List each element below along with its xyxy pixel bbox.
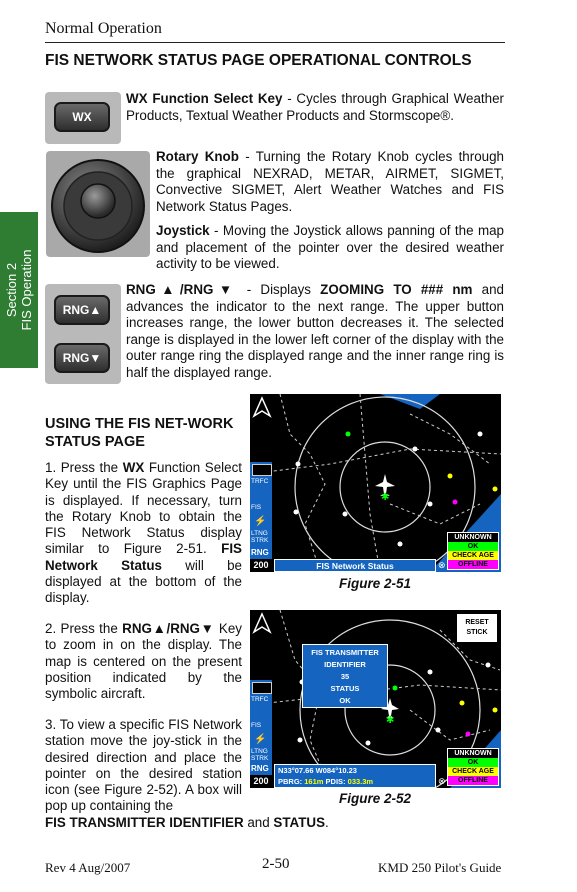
legend-check-age: CHECK AGE (448, 551, 498, 560)
footer-page-number: 2-50 (262, 856, 290, 872)
step-3-a: 3. To view a specific FIS Network station move the joy-stick in the desired direction and place the pointer on the desired station icon (see Figure 2-52). A box will pop up containing the (45, 717, 242, 814)
wx-key-image (45, 92, 121, 144)
fis-status-screen-2 (250, 610, 501, 788)
side-tab-line-2: FIS Operation (19, 249, 34, 331)
rng-label: RNG (251, 548, 269, 557)
rotary-knob-text: - Turning the Rotary Knob cycles through the graphical NEXRAD, METAR, AIRMET, SIGMET, Convective SIGMET, Alert Weather Watches and FIS Network Status Pages. (156, 149, 504, 214)
reset-label: RESET (465, 619, 489, 626)
range-value: 200 (250, 559, 272, 572)
joystick-text: - Moving the Joystick allows panning of the map and placement of the pointer over the desired weather activity to be viewed. (156, 223, 504, 271)
page-header-title: Normal Operation (45, 20, 162, 37)
fis-transmitter-popup (302, 644, 388, 708)
popup-title: FIS TRANSMITTER (311, 648, 379, 657)
step-2-b: RNG▲/RNG▼ (122, 621, 215, 636)
joystick-indicator-icon: ⊗ (438, 560, 446, 570)
rng-label-2: RNG (251, 764, 269, 773)
rng-text-2: and advances the indicator to the next range. The upper button increases range, the lower button decreases it. The selected range is displayed in the lower left corner of the display with the outer range ring the displayed range and the inner range ring is half the displayed range. (126, 282, 504, 380)
trfc-label: TRFC (251, 478, 269, 485)
step-3-b: FIS TRANSMITTER IDENTIFIER (45, 815, 244, 830)
step-1-e: will be displayed at the bottom of the display. (45, 557, 242, 606)
pbrg-value: 161m (304, 777, 324, 786)
legend-check-age-2: CHECK AGE (448, 767, 498, 776)
ltng-label-2: LTNG (251, 748, 268, 755)
pdis-label: PDIS: (325, 777, 346, 786)
pbrg-label: PBRG: (278, 777, 303, 786)
lightning-icon: ⚡ (254, 516, 267, 527)
step-3-e: . (325, 815, 329, 830)
section-heading: FIS NETWORK STATUS PAGE OPERATIONAL CONTROLS (45, 52, 472, 69)
joystick-indicator-icon-2: ⊗ (438, 776, 446, 786)
rng-down-key: RNG▼ (54, 343, 110, 373)
step-1-d: FIS Network Status (45, 541, 242, 573)
rotary-knob-title: Rotary Knob (156, 149, 239, 164)
fis-label: FIS (251, 504, 262, 511)
popup-identifier-label: IDENTIFIER (324, 660, 366, 669)
figure-2-52-caption: Figure 2-52 (339, 791, 412, 806)
wx-key-description (126, 91, 504, 124)
side-tab-line-1: Section 2 (4, 262, 19, 318)
step-1-c: Function Select Key until the FIS Graphics Page is displayed. If necessary, turn the Rotary Knob to obtain the FIS Network Status display similar to Figure 2-51. (45, 460, 242, 557)
pdis-value: 033.3m (347, 777, 374, 786)
legend-offline: OFFLINE (448, 560, 498, 569)
footer-guide-title: KMD 250 Pilot's Guide (378, 860, 502, 875)
status-legend-2 (447, 748, 499, 786)
bearing-distance-readout (278, 776, 435, 787)
legend-ok: OK (448, 542, 498, 551)
rng-keys-image (45, 284, 121, 384)
rng-keys-title: RNG▲/RNG▼ (126, 282, 238, 297)
rng-zoom-text: ZOOMING TO ### nm (320, 282, 473, 297)
step-1-a: 1. Press the (45, 460, 123, 475)
step-2 (45, 621, 242, 702)
traffic-icon-2 (252, 682, 272, 694)
rng-text-1: - Displays (237, 282, 321, 297)
coordinates-readout: N33°07.66 W084°10.23 (278, 766, 357, 775)
step-3-d: STATUS (273, 815, 325, 830)
using-fis-heading: USING THE FIS NET-WORK STATUS PAGE (45, 416, 234, 450)
fis-label-2: FIS (251, 722, 262, 729)
reset-stick-box (457, 614, 497, 642)
stick-label: STICK (466, 629, 488, 636)
traffic-icon (252, 464, 272, 476)
step-3-part-2 (45, 815, 505, 832)
status-legend (447, 532, 499, 570)
rng-up-key: RNG▲ (54, 295, 110, 325)
step-1 (45, 460, 242, 607)
step-3-c: and (243, 815, 274, 830)
rotary-knob-icon (46, 151, 150, 257)
step-2-c: Key to zoom in on the display. The map is centered on the present position indicated by the symbolic aircraft. (45, 621, 242, 702)
rng-keys-description (126, 282, 504, 381)
popup-status-value: OK (339, 696, 351, 705)
range-value-2: 200 (250, 775, 272, 788)
strk-label: STRK (251, 537, 269, 544)
popup-identifier-value: 35 (340, 672, 350, 681)
ltng-label: LTNG (251, 530, 268, 537)
step-1-b: WX (122, 460, 145, 475)
trfc-label-2: TRFC (251, 696, 269, 703)
popup-status-label: STATUS (330, 684, 360, 693)
legend-unknown: UNKNOWN (454, 534, 492, 541)
svg-text:✱: ✱ (381, 492, 390, 503)
svg-text:✱: ✱ (386, 715, 395, 726)
wx-key-text: - Cycles through Graphical Weather Products, Textual Weather Products and Stormscope®. (126, 91, 504, 123)
lightning-icon-2: ⚡ (254, 734, 267, 745)
section-side-tab-label (4, 250, 34, 331)
rotary-knob-image (46, 151, 150, 257)
figure-2-51-caption: Figure 2-51 (339, 576, 412, 591)
step-2-a: 2. Press the (45, 621, 123, 636)
ltng-strk-label-2 (251, 748, 268, 762)
footer-revision: Rev 4 Aug/2007 (45, 860, 131, 875)
wx-key-title: WX Function Select Key (126, 91, 283, 106)
joystick-title: Joystick (156, 223, 210, 238)
legend-ok-2: OK (448, 758, 498, 767)
step-3-part-1 (45, 717, 242, 815)
legend-offline-2: OFFLINE (448, 776, 498, 785)
strk-label-2: STRK (251, 755, 269, 762)
fis-status-screen-1 (250, 394, 501, 572)
wx-key: WX (54, 102, 110, 132)
joystick-description (156, 223, 504, 273)
rotary-knob-description (156, 149, 504, 215)
position-readout (274, 764, 436, 788)
ltng-strk-label (251, 530, 268, 544)
legend-unknown-2: UNKNOWN (454, 750, 492, 757)
fis-status-bar: FIS Network Status (274, 559, 436, 572)
header-divider (45, 42, 505, 43)
